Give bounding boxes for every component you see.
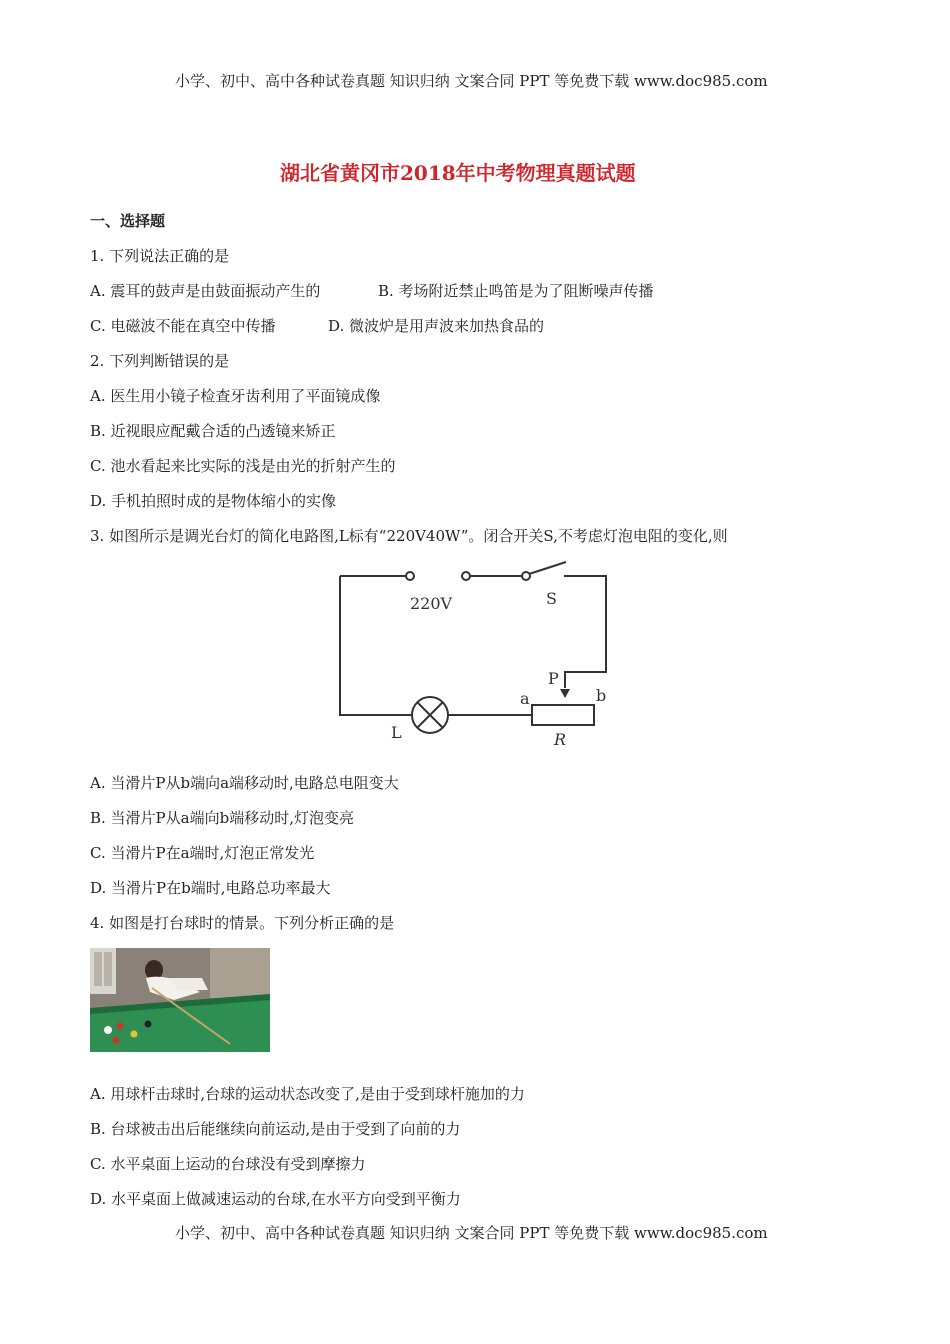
q2-option-a: A. 医生用小镜子检查牙齿利用了平面镜成像 — [90, 387, 381, 405]
wire-left — [340, 576, 412, 715]
q3-option-c: C. 当滑片P在a端时,灯泡正常发光 — [90, 844, 315, 862]
q2-option-d: D. 手机拍照时成的是物体缩小的实像 — [90, 492, 337, 510]
q1-option-b: B. 考场附近禁止鸣笛是为了阻断噪声传播 — [378, 282, 654, 300]
wire-right — [564, 576, 606, 685]
q3-option-a: A. 当滑片P从b端向a端移动时,电路总电阻变大 — [90, 774, 399, 792]
end-a-label: a — [520, 689, 530, 708]
terminal-right — [462, 572, 470, 580]
switch-blade — [529, 562, 566, 574]
slider-arrow-head — [560, 689, 570, 698]
q4-option-d: D. 水平桌面上做减速运动的台球,在水平方向受到平衡力 — [90, 1190, 461, 1208]
voltage-label: 220V — [410, 594, 453, 613]
q3-option-b: B. 当滑片P从a端向b端移动时,灯泡变亮 — [90, 809, 354, 827]
q1-option-c: C. 电磁波不能在真空中传播 — [90, 317, 276, 335]
resistor-body — [532, 705, 594, 725]
lamp-label: L — [391, 723, 402, 742]
page-footer: 小学、初中、高中各种试卷真题 知识归纳 文案合同 PPT 等免费下载 www.doc985.com — [175, 1224, 768, 1242]
q2-option-c: C. 池水看起来比实际的浅是由光的折射产生的 — [90, 457, 396, 475]
section-heading: 一、选择题 — [90, 212, 166, 230]
q4-option-c: C. 水平桌面上运动的台球没有受到摩擦力 — [90, 1155, 366, 1173]
q4-stem: 4. 如图是打台球时的情景。下列分析正确的是 — [90, 914, 395, 932]
q3-stem: 3. 如图所示是调光台灯的简化电路图,L标有“220V40W”。闭合开关S,不考虑灯泡电阻的变化,则 — [90, 527, 728, 545]
q4-option-b: B. 台球被击出后能继续向前运动,是由于受到了向前的力 — [90, 1120, 461, 1138]
q1-option-a: A. 震耳的鼓声是由鼓面振动产生的 — [90, 282, 321, 300]
q4-option-a: A. 用球杆击球时,台球的运动状态改变了,是由于受到球杆施加的力 — [90, 1085, 525, 1103]
page-header: 小学、初中、高中各种试卷真题 知识归纳 文案合同 PPT 等免费下载 www.doc985.com — [175, 72, 768, 90]
resistor-label: R — [554, 730, 567, 749]
q1-option-d: D. 微波炉是用声波来加热食品的 — [328, 317, 545, 335]
q2-option-b: B. 近视眼应配戴合适的凸透镜来矫正 — [90, 422, 336, 440]
switch-label: S — [546, 589, 557, 608]
page-title: 湖北省黄冈市2018年中考物理真题试题 — [280, 161, 636, 185]
q1-stem: 1. 下列说法正确的是 — [90, 247, 230, 265]
q3-option-d: D. 当滑片P在b端时,电路总功率最大 — [90, 879, 331, 897]
end-b-label: b — [596, 686, 607, 705]
q2-stem: 2. 下列判断错误的是 — [90, 352, 230, 370]
circuit-diagram — [330, 560, 620, 750]
billiards-photo — [90, 948, 270, 1052]
slider-label: P — [548, 669, 559, 688]
terminal-left — [406, 572, 414, 580]
